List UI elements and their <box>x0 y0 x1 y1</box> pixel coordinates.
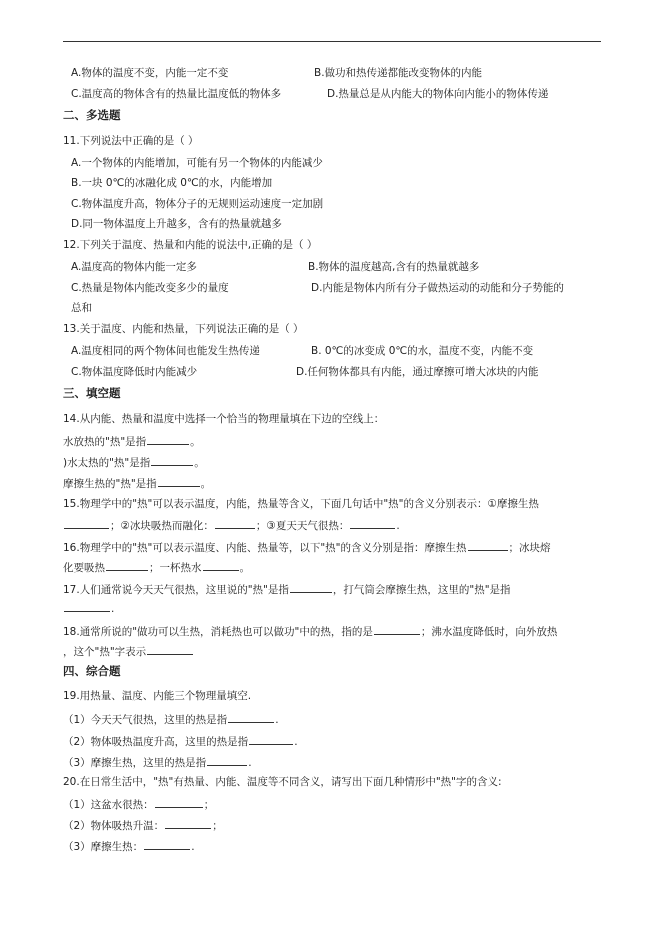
q14-prompt-3: 摩擦生热的"热"是指 <box>63 478 157 490</box>
q15-line-1: 15.物理学中的"热"可以表示温度，内能，热量等含义，下面几句话中"热"的含义分别表示：①摩擦生热 <box>63 498 539 510</box>
q13-option-b: B. 0℃的冰变成 0℃的水，温度不变，内能不变 <box>311 345 534 357</box>
punctuation: ； <box>212 820 223 832</box>
q18-prompt-3: ，这个"热"字表示 <box>63 646 147 658</box>
q18-prompt-2: ；沸水温度降低时，向外放热 <box>420 626 558 638</box>
q14-stem: 14.从内能、热量和温度中选择一个恰当的物理量填在下边的空线上： <box>63 413 385 425</box>
q19-prompt-3: （3）摩擦生热，这里的热是指 <box>63 757 207 769</box>
answer-blank[interactable] <box>228 712 274 723</box>
q15-prompt-2: ；②冰块吸热而融化： <box>110 520 214 532</box>
q13-stem: 13.关于温度、内能和热量，下列说法正确的是（ ） <box>63 323 304 335</box>
punctuation: . <box>248 757 252 769</box>
q12-option-b: B.物体的温度越高,含有的热量就越多 <box>308 261 480 273</box>
answer-blank[interactable] <box>155 797 203 808</box>
answer-blank[interactable] <box>249 734 293 745</box>
answer-blank[interactable] <box>144 839 190 850</box>
answer-blank[interactable] <box>215 518 255 529</box>
punctuation: 。 <box>239 562 250 574</box>
q19-sub-2 <box>63 734 298 749</box>
q16-line-2 <box>63 560 250 575</box>
q10-option-a: A.物体的温度不变，内能一定不变 <box>71 67 229 79</box>
q17-prompt-1: 17.人们通常说今天天气很热，这里说的"热"是指 <box>63 584 289 596</box>
q19-sub-1 <box>63 712 279 727</box>
q11-option-c: C.物体温度升高，物体分子的无规则运动速度一定加剧 <box>71 198 324 210</box>
punctuation: . <box>275 714 279 726</box>
q10-option-b: B.做功和热传递都能改变物体的内能 <box>314 67 483 79</box>
punctuation: . <box>294 736 298 748</box>
q20-sub-1 <box>63 797 214 812</box>
answer-blank[interactable] <box>290 582 332 593</box>
q17-prompt-2: ，打气筒会摩擦生热，这里的"热"是指 <box>332 584 511 596</box>
q14-line-2 <box>63 455 205 470</box>
answer-blank[interactable] <box>158 476 200 487</box>
punctuation: 。 <box>194 457 205 469</box>
answer-blank[interactable] <box>468 540 508 551</box>
q18-prompt-1: 18.通常所说的"做功可以生热，消耗热也可以做功"中的热，指的是 <box>63 626 373 638</box>
q13-option-d: D.任何物体都具有内能，通过摩擦可增大冰块的内能 <box>296 366 539 378</box>
punctuation: 。 <box>200 478 212 490</box>
q14-prompt-1: 水放热的"热"是指 <box>63 436 147 448</box>
q20-prompt-1: （1）这盆水很热： <box>63 799 154 811</box>
q10-option-d: D.热量总是从内能大的物体向内能小的物体传递 <box>327 88 549 100</box>
punctuation: ； <box>203 799 215 811</box>
answer-blank[interactable] <box>147 644 193 655</box>
answer-blank[interactable] <box>203 560 239 571</box>
q12-option-d: D.内能是物体内所有分子做热运动的动能和分子势能的 <box>311 282 564 294</box>
answer-blank[interactable] <box>151 455 193 466</box>
q18-line-1 <box>63 624 557 639</box>
q15-prompt-3: ；③夏天天气很热： <box>255 520 350 532</box>
q19-prompt-2: （2）物体吸热温度升高，这里的热是指 <box>63 736 249 748</box>
q20-stem: 20.在日常生活中，"热"有热量、内能、温度等不同含义，请写出下面几种情形中"热"字的含义: <box>63 776 502 788</box>
q11-stem: 11.下列说法中正确的是（ ） <box>63 135 199 147</box>
answer-blank[interactable] <box>374 624 420 635</box>
q14-line-1 <box>63 434 201 449</box>
q13-option-a: A.温度相同的两个物体间也能发生热传递 <box>71 345 260 357</box>
answer-blank[interactable] <box>64 518 109 529</box>
q16-prompt-2: ；冰块熔 <box>508 542 551 554</box>
answer-blank[interactable] <box>147 434 189 445</box>
q12-option-a: A.温度高的物体内能一定多 <box>71 261 197 273</box>
q14-line-3 <box>63 476 211 491</box>
q11-option-b: B.一块 0℃的冰融化成 0℃的水，内能增加 <box>71 177 273 189</box>
q19-stem: 19.用热量、温度、内能三个物理量填空. <box>63 690 252 702</box>
answer-blank[interactable] <box>64 601 110 612</box>
q16-prompt-2b: 化要吸热 <box>63 562 105 574</box>
answer-blank[interactable] <box>165 818 211 829</box>
punctuation: . <box>396 520 400 532</box>
q12-option-d-continued: 总和 <box>71 302 92 314</box>
q14-prompt-2: )水太热的"热"是指 <box>63 457 151 469</box>
q20-prompt-2: （2）物体吸热升温： <box>63 820 165 832</box>
q11-option-d: D.同一物体温度上升越多，含有的热量就越多 <box>71 218 282 230</box>
q16-line-1 <box>63 540 551 555</box>
q20-sub-3 <box>63 839 195 854</box>
section-title-comprehensive: 四、综合题 <box>63 664 121 678</box>
answer-blank[interactable] <box>207 755 247 766</box>
q15-line-2 <box>63 518 400 533</box>
q12-option-c: C.热量是物体内能改变多少的量度 <box>71 282 229 294</box>
q18-line-2 <box>63 644 194 659</box>
answer-blank[interactable] <box>350 518 395 529</box>
punctuation: . <box>111 603 115 615</box>
section-title-fill-blank: 三、填空题 <box>63 386 121 400</box>
q11-option-a: A.一个物体的内能增加，可能有另一个物体的内能减少 <box>71 157 323 169</box>
q19-prompt-1: （1）今天天气很热，这里的热是指 <box>63 714 228 726</box>
q17-line-2 <box>63 601 114 616</box>
punctuation: 。 <box>190 436 201 448</box>
q16-prompt-1: 16.物理学中的"热"可以表示温度、内能、热量等，以下"热"的含义分别是指：摩擦生热 <box>63 542 467 554</box>
q20-sub-2 <box>63 818 223 833</box>
q10-option-c: C.温度高的物体含有的热量比温度低的物体多 <box>71 88 282 100</box>
answer-blank[interactable] <box>106 560 148 571</box>
punctuation: . <box>191 841 195 853</box>
q20-prompt-3: （3）摩擦生热： <box>63 841 144 853</box>
q17-line-1 <box>63 582 511 597</box>
q13-option-c: C.物体温度降低时内能减少 <box>71 366 198 378</box>
section-title-multiple-choice: 二、多选题 <box>63 108 121 122</box>
q12-stem: 12.下列关于温度、热量和内能的说法中,正确的是（ ） <box>63 239 318 251</box>
header-divider <box>63 41 601 42</box>
q19-sub-3 <box>63 755 252 770</box>
q16-prompt-3: ；一杯热水 <box>149 562 202 574</box>
